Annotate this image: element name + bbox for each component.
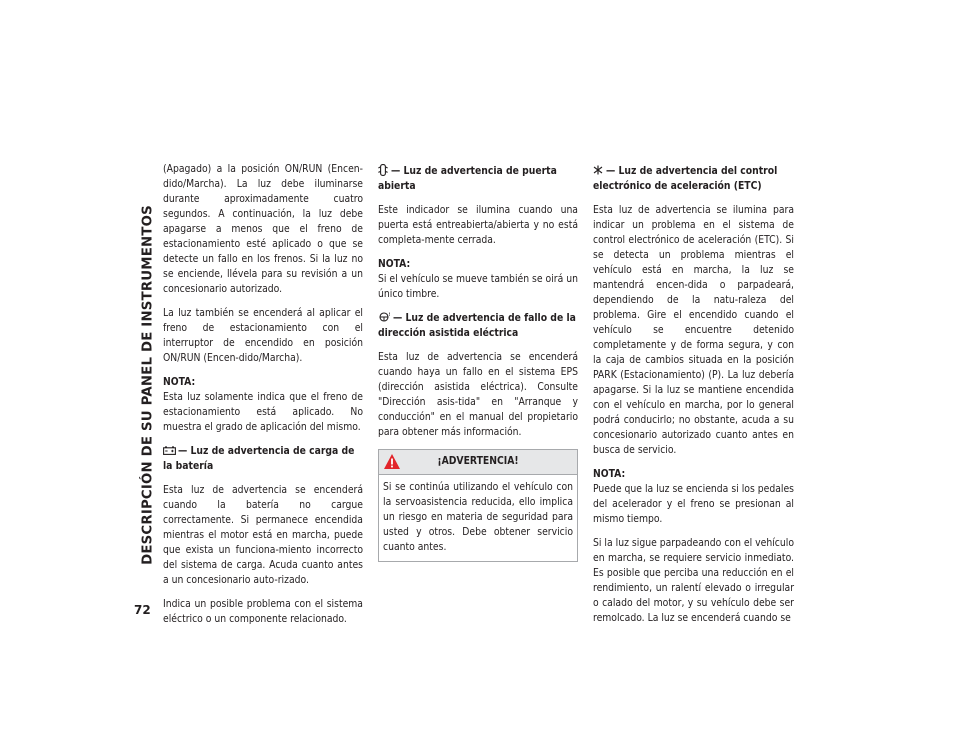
heading-text: — Luz de advertencia del control electrónico de aceleración (ETC) <box>593 165 778 192</box>
paragraph: (Apagado) a la posición ON/RUN (Encen-dido/Marcha). La luz debe iluminarse durante aproximadamente cuatro segundos. A continuación, la luz debe apagarse a menos que el freno de estacionamiento esté aplicado o que se detecte un fallo en los frenos. Si la luz no se enciende, llévela para su revisión a un concesionario autorizado. <box>163 163 363 295</box>
note-text: Esta luz solamente indica que el freno de estacionamiento está aplicado. No muestra el grado de aplicación del mismo. <box>163 391 363 433</box>
steering-wheel-icon <box>378 312 390 322</box>
heading-battery-warning <box>163 444 363 474</box>
heading-eps-warning <box>378 311 578 341</box>
note-text: Puede que la luz se encienda si los pedales del acelerador y el freno se presionan al mismo tiempo. <box>593 483 794 525</box>
column-1 <box>163 162 363 636</box>
paragraph: Esta luz de advertencia se ilumina para indicar un problema en el sistema de control electrónico de aceleración (ETC). Si se detecta un problema mientras el vehículo está en marcha, la luz se mantendrá encen-dida o parpadeará, dependiendo de la natu-raleza del problema. Gire el encendido cuando el vehículo se encuentre detenido completamente y de forma segura, y con la caja de cambios situada en la posición PARK (Estacionamiento) (P). La luz debería apagarse. Si la luz se mantiene encendida con el vehículo en marcha, por lo general podrá conducirlo; no obstante, acuda a su concesionario autorizado cuanto antes en busca de servicio. <box>593 204 794 456</box>
warning-title: ¡ADVERTENCIA! <box>437 455 519 467</box>
paragraph: Este indicador se ilumina cuando una puerta está entreabierta/abierta y no está completa-mente cerrada. <box>378 204 578 246</box>
warning-box <box>378 449 578 562</box>
svg-text:!: ! <box>388 311 391 317</box>
note-label: NOTA: <box>593 468 626 480</box>
side-section-title-text: DESCRIPCIÓN DE SU PANEL DE INSTRUMENTOS <box>140 204 156 565</box>
paragraph: Si la luz sigue parpadeando con el vehículo en marcha, se requiere servicio inmediato. Es posible que perciba una reducción en el rendimiento, un ralentí elevado o irregular o calado del motor, y su vehículo debe ser remolcado. La luz se encenderá cuando se <box>593 537 794 624</box>
note-text: Si el vehículo se mueve también se oirá un único timbre. <box>378 273 578 300</box>
paragraph: Indica un posible problema con el sistema eléctrico o un componente relacionado. <box>163 598 363 625</box>
heading-text: — Luz de advertencia de puerta abierta <box>378 165 557 192</box>
heading-text: — Luz de advertencia de carga de la batería <box>163 445 355 472</box>
throttle-icon <box>593 165 603 175</box>
warning-text: Si se continúa utilizando el vehículo con la servoasistencia reducida, ello implica un riesgo en materia de seguridad para usted y otros. Debe obtener servicio cuanto antes. <box>383 481 573 553</box>
heading-door-warning <box>378 164 578 194</box>
door-open-icon <box>378 164 388 176</box>
page-number: 72 <box>134 603 151 617</box>
paragraph: La luz también se encenderá al aplicar el freno de estacionamiento con el interruptor de encendido en posición ON/RUN (Encen-dido/Marcha). <box>163 307 363 364</box>
column-3 <box>593 162 794 635</box>
note-label: NOTA: <box>163 376 196 388</box>
side-section-title <box>138 172 158 597</box>
paragraph: Esta luz de advertencia se encenderá cuando haya un fallo en el sistema EPS (dirección asistida eléctrica). Consulte "Dirección asis-tida" en "Arranque y conducción" en el manual del propietario para obtener más información. <box>378 351 578 438</box>
note-label: NOTA: <box>378 258 411 270</box>
paragraph: Esta luz de advertencia se encenderá cuando la batería no cargue correctamente. Si permanece encendida mientras el motor está en marcha, puede que exista un funciona-miento incorrecto del sistema de carga. Acuda cuanto antes a un concesionario auto-rizado. <box>163 484 363 586</box>
warning-header <box>379 450 577 475</box>
column-2 <box>378 162 578 562</box>
heading-text: — Luz de advertencia de fallo de la dirección asistida eléctrica <box>378 312 576 339</box>
heading-etc-warning <box>593 164 794 194</box>
battery-icon <box>163 446 176 455</box>
